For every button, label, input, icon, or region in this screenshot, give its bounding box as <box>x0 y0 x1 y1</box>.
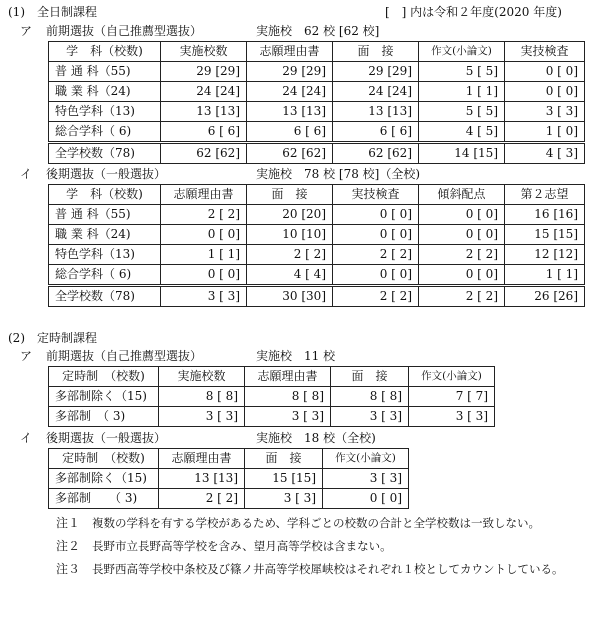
table-cell: 0 [ 0] <box>505 82 585 102</box>
table-cell: 2 [ 2] <box>419 245 505 265</box>
table-cell: 0 [ 0] <box>419 265 505 286</box>
table-cell: 6 [ 6] <box>247 122 333 143</box>
table-cell: 3 [ 3] <box>161 286 247 307</box>
table-cell: 26 [26] <box>505 286 585 307</box>
header-cell: 第２志望 <box>505 185 585 205</box>
table-row <box>49 387 495 407</box>
table-row <box>49 225 585 245</box>
table-cell: 24 [24] <box>247 82 333 102</box>
table-total-row <box>49 286 585 307</box>
table-total-row <box>49 143 585 164</box>
table-cell: 0 [ 0] <box>323 489 409 509</box>
table-row <box>49 122 585 143</box>
table-cell: 0 [ 0] <box>333 265 419 286</box>
table-cell: 3 [ 3] <box>245 489 323 509</box>
table-row <box>49 82 585 102</box>
table-cell: 3 [ 3] <box>505 102 585 122</box>
table-cell: 2 [ 2] <box>159 489 245 509</box>
table-row <box>49 407 495 427</box>
row-label: 職 業 科（24) <box>49 82 161 102</box>
table-header-row <box>49 449 409 469</box>
table-header-row <box>49 42 585 62</box>
subsection-marker: ア <box>20 349 33 363</box>
subsection-marker: ア <box>20 24 33 38</box>
table-row <box>49 102 585 122</box>
row-label: 職 業 科（24) <box>49 225 161 245</box>
subsection-marker: イ <box>20 431 33 445</box>
subsection-title: 前期選抜（自己推薦型選抜） <box>46 24 203 38</box>
table-cell: 16 [16] <box>505 205 585 225</box>
header-cell: 志願理由書 <box>159 449 245 469</box>
table-cell: 2 [ 2] <box>333 286 419 307</box>
school-count: 実施校 62 校 [62 校] <box>256 24 380 38</box>
table-cell: 2 [ 2] <box>247 245 333 265</box>
table-header-row <box>49 185 585 205</box>
header-cell: 実施校数 <box>161 42 247 62</box>
subsection-title: 後期選抜（一般選抜） <box>46 167 167 181</box>
note-text: 長野西高等学校中条校及び篠ノ井高等学校犀峡校はそれぞれ１校としてカウントしている。 <box>92 562 564 576</box>
table-cell: 1 [ 0] <box>505 122 585 143</box>
table-cell: 3 [ 3] <box>159 407 245 427</box>
table-cell: 4 [ 5] <box>419 122 505 143</box>
table-cell: 0 [ 0] <box>505 62 585 82</box>
table-cell: 8 [ 8] <box>245 387 331 407</box>
table-row <box>49 265 585 286</box>
note-label: 注１ <box>56 516 81 530</box>
teiji-early-table <box>48 366 495 427</box>
table-cell: 62 [62] <box>333 143 419 164</box>
table-cell: 24 [24] <box>161 82 247 102</box>
table-cell: 3 [ 3] <box>409 407 495 427</box>
row-label: 多部制 （ 3) <box>49 489 159 509</box>
note-text: 複数の学科を有する学校があるため、学科ごとの校数の合計と全学校数は一致しない。 <box>92 516 541 530</box>
school-count: 実施校 18 校（全校) <box>256 431 376 445</box>
header-cell: 志願理由書 <box>247 42 333 62</box>
table-cell: 10 [10] <box>247 225 333 245</box>
table-cell: 7 [ 7] <box>409 387 495 407</box>
table-row <box>49 489 409 509</box>
table-cell: 15 [15] <box>245 469 323 489</box>
school-count: 実施校 11 校 <box>256 349 336 363</box>
table-row <box>49 469 409 489</box>
row-label: 多部制除く（15) <box>49 387 159 407</box>
table-cell: 0 [ 0] <box>161 265 247 286</box>
table-cell: 8 [ 8] <box>331 387 409 407</box>
table-cell: 5 [ 5] <box>419 102 505 122</box>
table-cell: 0 [ 0] <box>161 225 247 245</box>
table-row <box>49 62 585 82</box>
table-header-row <box>49 367 495 387</box>
table-cell: 3 [ 3] <box>245 407 331 427</box>
header-cell: 面 接 <box>331 367 409 387</box>
header-cell: 作文(小論文) <box>419 42 505 62</box>
table-cell: 24 [24] <box>333 82 419 102</box>
section-title-teiji: (2) 定時制課程 <box>8 331 97 345</box>
teiji-late-table <box>48 448 409 509</box>
fiscal-year-note: [ ] 内は令和２年度(2020 年度) <box>385 5 562 19</box>
header-cell: 実技検査 <box>333 185 419 205</box>
table-cell: 13 [13] <box>161 102 247 122</box>
table-cell: 29 [29] <box>333 62 419 82</box>
header-cell: 面 接 <box>333 42 419 62</box>
header-cell: 定時制 （校数) <box>49 449 159 469</box>
table-row <box>49 205 585 225</box>
table-cell: 13 [13] <box>159 469 245 489</box>
table-cell: 0 [ 0] <box>333 225 419 245</box>
zennichi-late-table <box>48 184 585 307</box>
table-cell: 2 [ 2] <box>333 245 419 265</box>
table-cell: 3 [ 3] <box>331 407 409 427</box>
row-label: 普 通 科（55) <box>49 62 161 82</box>
note-text: 長野市立長野高等学校を含み、望月高等学校は含まない。 <box>92 539 392 553</box>
header-cell: 志願理由書 <box>245 367 331 387</box>
table-cell: 3 [ 3] <box>323 469 409 489</box>
row-label: 総合学科（ 6) <box>49 265 161 286</box>
table-cell: 6 [ 6] <box>161 122 247 143</box>
table-cell: 29 [29] <box>161 62 247 82</box>
table-cell: 12 [12] <box>505 245 585 265</box>
row-label: 全学校数（78) <box>49 286 161 307</box>
table-cell: 5 [ 5] <box>419 62 505 82</box>
header-cell: 学 科（校数) <box>49 185 161 205</box>
subsection-marker: イ <box>20 167 33 181</box>
row-label: 総合学科（ 6) <box>49 122 161 143</box>
header-cell: 作文(小論文) <box>409 367 495 387</box>
header-cell: 面 接 <box>247 185 333 205</box>
table-cell: 8 [ 8] <box>159 387 245 407</box>
zennichi-early-table <box>48 41 585 164</box>
row-label: 全学校数（78) <box>49 143 161 164</box>
subsection-title: 前期選抜（自己推薦型選抜） <box>46 349 203 363</box>
header-cell: 志願理由書 <box>161 185 247 205</box>
table-cell: 0 [ 0] <box>419 205 505 225</box>
table-cell: 13 [13] <box>333 102 419 122</box>
table-cell: 62 [62] <box>161 143 247 164</box>
row-label: 多部制 （ 3) <box>49 407 159 427</box>
header-cell: 学 科（校数) <box>49 42 161 62</box>
subsection-title: 後期選抜（一般選抜） <box>46 431 167 445</box>
table-cell: 4 [ 3] <box>505 143 585 164</box>
table-cell: 1 [ 1] <box>505 265 585 286</box>
table-cell: 62 [62] <box>247 143 333 164</box>
table-cell: 0 [ 0] <box>333 205 419 225</box>
header-cell: 定時制 （校数) <box>49 367 159 387</box>
note-label: 注３ <box>56 562 81 576</box>
row-label: 特色学科（13) <box>49 245 161 265</box>
header-cell: 実施校数 <box>159 367 245 387</box>
table-row <box>49 245 585 265</box>
table-cell: 2 [ 2] <box>161 205 247 225</box>
table-cell: 13 [13] <box>247 102 333 122</box>
section-title-zennichi: (1) 全日制課程 <box>8 5 97 19</box>
row-label: 多部制除く（15) <box>49 469 159 489</box>
table-cell: 0 [ 0] <box>419 225 505 245</box>
table-cell: 2 [ 2] <box>419 286 505 307</box>
note-label: 注２ <box>56 539 81 553</box>
row-label: 特色学科（13) <box>49 102 161 122</box>
table-cell: 29 [29] <box>247 62 333 82</box>
table-cell: 14 [15] <box>419 143 505 164</box>
table-cell: 15 [15] <box>505 225 585 245</box>
table-cell: 30 [30] <box>247 286 333 307</box>
table-cell: 20 [20] <box>247 205 333 225</box>
school-count: 実施校 78 校 [78 校]（全校) <box>256 167 421 181</box>
table-cell: 6 [ 6] <box>333 122 419 143</box>
header-cell: 傾斜配点 <box>419 185 505 205</box>
table-cell: 1 [ 1] <box>419 82 505 102</box>
header-cell: 面 接 <box>245 449 323 469</box>
table-cell: 4 [ 4] <box>247 265 333 286</box>
header-cell: 実技検査 <box>505 42 585 62</box>
row-label: 普 通 科（55) <box>49 205 161 225</box>
header-cell: 作文(小論文) <box>323 449 409 469</box>
table-cell: 1 [ 1] <box>161 245 247 265</box>
